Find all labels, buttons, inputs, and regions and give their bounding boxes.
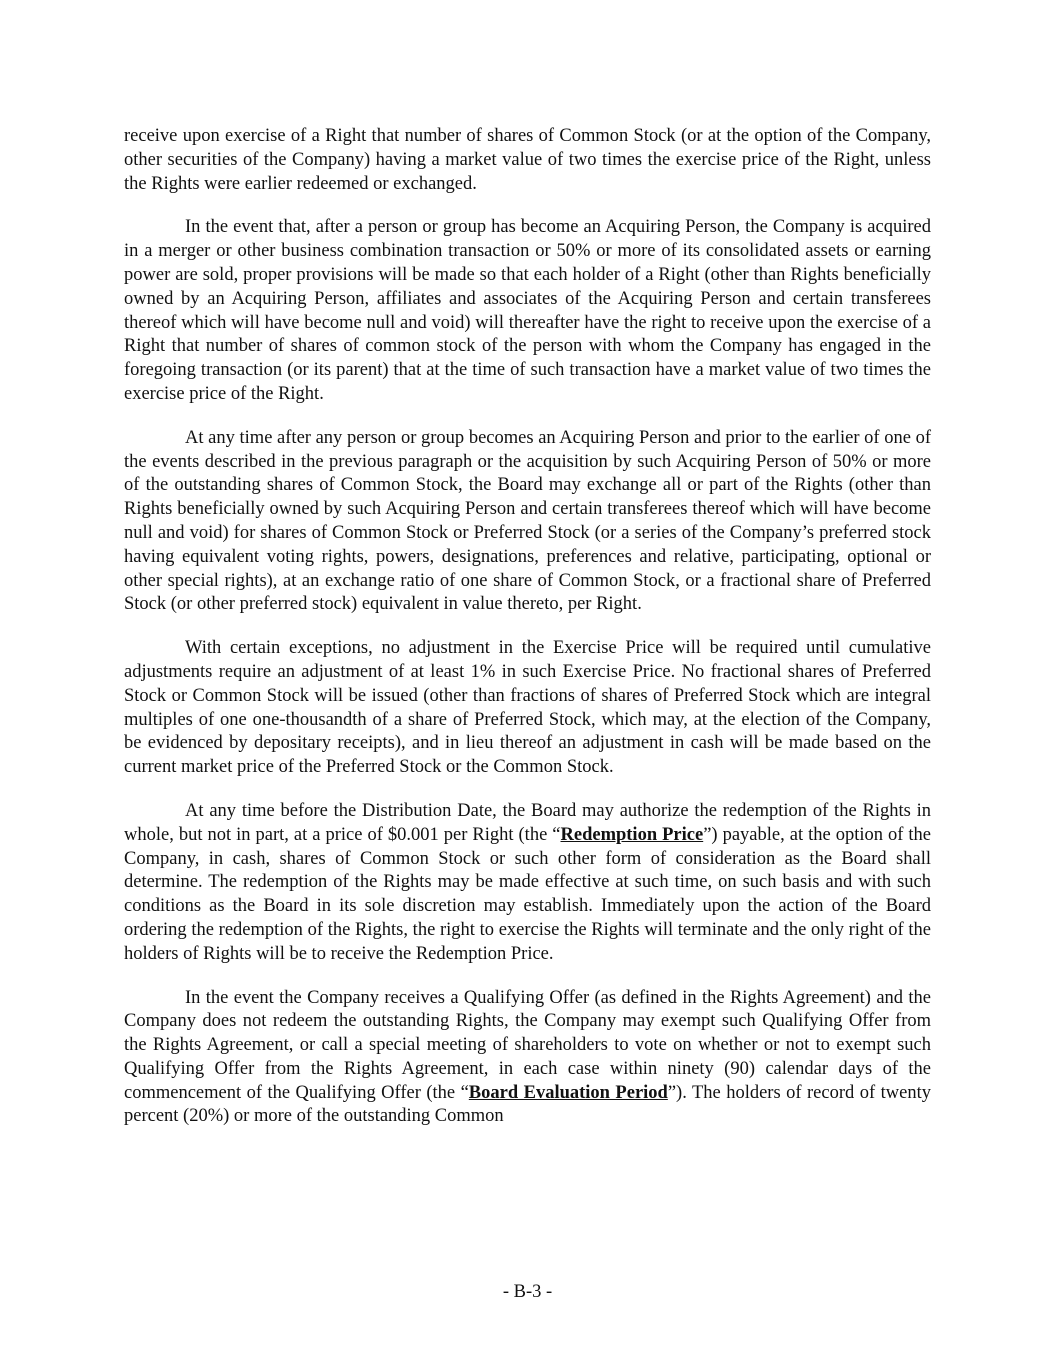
paragraph-qualifying-offer (124, 987, 931, 1130)
document-body (124, 125, 931, 1149)
paragraph-exchange: At any time after any person or group becomes an Acquiring Person and prior to the earlier of one of the events described in the previous paragraph or the acquisition by such Acquiring Person of 50% or more of the outstanding shares of Common Stock, the Board may exchange all or part of the Rights (other than Rights beneficially owned by such Acquiring Person and certain transferees thereof which will have become null and void) for shares of Common Stock or Preferred Stock (or a series of the Company’s preferred stock having equivalent voting rights, powers, designations, preferences and relative, participating, optional or other special rights), at an exchange ratio of one share of Common Stock, or a fractional share of Preferred Stock (or other preferred stock) equivalent in value thereto, per Right. (124, 427, 931, 615)
paragraph-redemption (124, 800, 931, 967)
paragraph-acquisition-merger: In the event that, after a person or group has become an Acquiring Person, the Company is acquired in a merger or other business combination transaction or 50% or more of its consolidated assets or earning power are sold, proper provisions will be made so that each holder of a Right (other than Rights beneficially owned by an Acquiring Person, affiliates and associates of the Acquiring Person and certain transferees thereof which will have become null and void) will thereafter have the right to receive upon the exercise of a Right that number of shares of common stock of the person with whom the Company has engaged in the foregoing transaction (or its parent) that at the time of such transaction have a market value of two times the exercise price of the Right. (124, 217, 931, 404)
paragraph-qualifying-offer-text-before: In the event the Company receives a Qualifying Offer (as defined in the Rights Agreement) and the Company does not redeem the outstanding Rights, the Company may exempt such Qualifying Offer from the Rights Agreement, or call a special meeting of shareholders to vote on whether or not to exempt such Qualifying Offer from the Rights Agreement, in each case within ninety (90) calendar days of the commencement of the Qualifying Offer (the “ (124, 987, 931, 1103)
defined-term-redemption-price: Redemption Price (560, 824, 704, 845)
paragraph-qualifying-offer-text-after: ”). The holders of record of twenty percent (20%) or more of the outstanding Common (124, 1082, 931, 1127)
paragraph-redemption-text-after: ”) payable, at the option of the Company, in cash, shares of Common Stock or such other form of consideration as the Board shall determine. The redemption of the Rights may be made effective at such time, on such basis and with such conditions as the Board in its sole discretion may establish. Immediately upon the action of the Board ordering the redemption of the Rights, the right to exercise the Rights will terminate and the only right of the holders of Rights will be to receive the Redemption Price. (124, 824, 931, 964)
paragraph-adjustments: With certain exceptions, no adjustment in the Exercise Price will be required until cumulative adjustments require an adjustment of at least 1% in such Exercise Price. No fractional shares of Preferred Stock or Common Stock will be issued (other than fractions of shares of Preferred Stock which are integral multiples of one one-thousandth of a share of Preferred Stock, which may, at the election of the Company, be evidenced by depositary receipts), and in lieu thereof an adjustment in cash will be made based on the current market price of the Preferred Stock or the Common Stock. (124, 638, 931, 778)
paragraph-right-exercise-continuation: receive upon exercise of a Right that number of shares of Common Stock (or at the option of the Company, other securities of the Company) having a market value of two times the exercise price of the Right, unless the Rights were earlier redeemed or exchanged. (124, 126, 931, 194)
paragraph-redemption-text-before: At any time before the Distribution Date, the Board may authorize the redemption of the Rights in whole, but not in part, at a price of $0.001 per Right (the “ (124, 800, 931, 845)
defined-term-board-evaluation-period: Board Evaluation Period (468, 1082, 668, 1103)
page-number: - B-3 - (502, 1282, 553, 1302)
